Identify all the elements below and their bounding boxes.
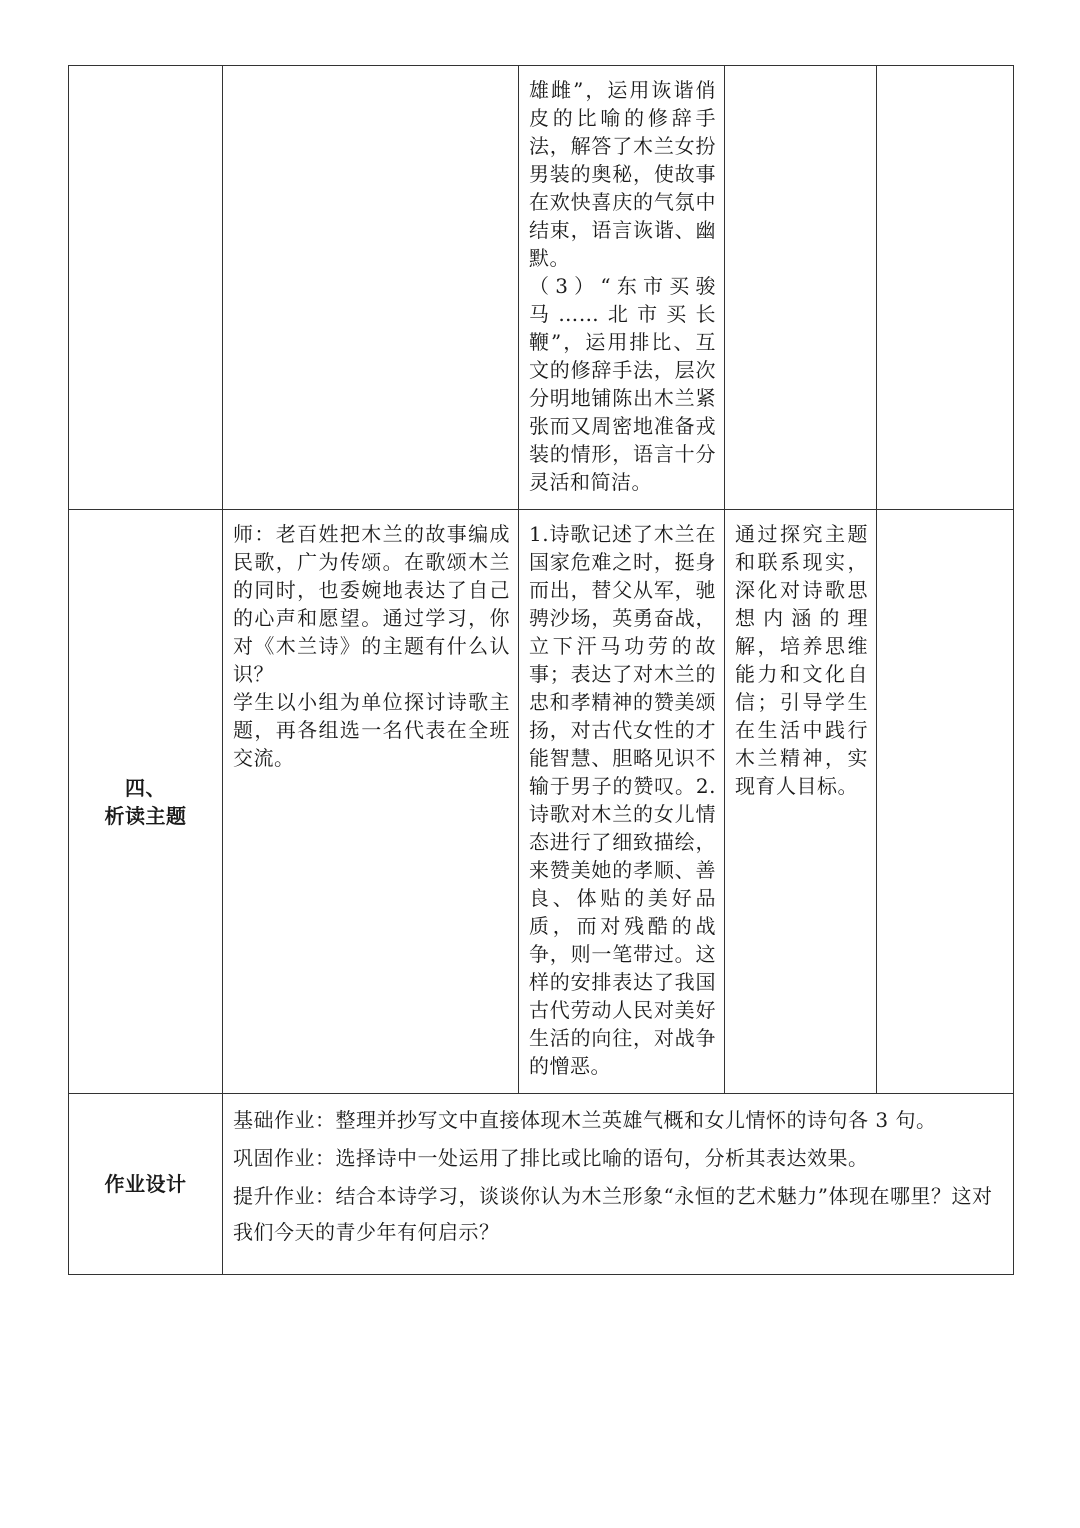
notes-cell-empty <box>877 510 1014 1094</box>
homework-basic: 基础作业：整理并抄写文中直接体现木兰英雄气概和女儿情怀的诗句各 3 句。 <box>233 1108 937 1132</box>
stage-cell-empty <box>69 66 223 510</box>
stage-title: 析读主题 <box>104 803 187 828</box>
answer-text: 1.诗歌记述了木兰在国家危难之时，挺身而出，替父从军，驰骋沙场，英勇奋战，立下汗马功劳的故事；表达了对木兰的忠和孝精神的赞美颂扬，对古代女性的才能智慧、胆略见识不输于男子的赞叹。2.诗歌对木兰的女儿情态进行了细致描绘，来赞美她的孝顺、善良、体贴的美好品质，而对残酷的战争，则一笔带过。这样的安排表达了我国古代劳动人民对美好生活的向往，对战争的憎恶。 <box>529 522 716 1078</box>
activity-text: 师：老百姓把木兰的故事编成民歌，广为传颂。在歌颂木兰的同时，也委婉地表达了自己的心声和愿望。通过学习，你对《木兰诗》的主题有什么认识？ 学生以小组为单位探讨诗歌主题，再各组选一名代表在全班交流。 <box>233 522 510 770</box>
activity-cell <box>223 510 519 1094</box>
table-row-homework <box>69 1094 1014 1275</box>
rhetoric-cell <box>519 66 725 510</box>
homework-title: 作业设计 <box>104 1172 187 1196</box>
activity-cell-empty <box>223 66 519 510</box>
homework-list <box>223 1094 1013 1260</box>
stage-cell-homework <box>69 1094 223 1275</box>
homework-consolidate: 巩固作业：选择诗中一处运用了排比或比喻的语句，分析其表达效果。 <box>233 1146 869 1170</box>
table-row-continued <box>69 66 1014 510</box>
notes-cell-empty <box>877 66 1014 510</box>
stage-cell-theme <box>69 510 223 1094</box>
intent-cell-empty <box>725 66 877 510</box>
answer-cell <box>519 510 725 1094</box>
intent-text: 通过探究主题和联系现实，深化对诗歌思想内涵的理解，培养思维能力和文化自信；引导学生在生活中践行木兰精神，实现育人目标。 <box>735 522 868 798</box>
lesson-plan-table <box>68 65 1014 1275</box>
rhetoric-text: 雄雌”，运用诙谐俏皮的比喻的修辞手法，解答了木兰女扮男装的奥秘，使故事在欢快喜庆的气氛中结束，语言诙谐、幽默。 （3）“东市买骏马……北市买长鞭”，运用排比、互文的修辞手法，层次分明地铺陈出木兰紧张而又周密地准备戎装的情形，语言十分灵活和简洁。 <box>529 78 716 494</box>
homework-advanced: 提升作业：结合本诗学习，谈谈你认为木兰形象“永恒的艺术魅力”体现在哪里？这对我们今天的青少年有何启示？ <box>233 1184 993 1244</box>
table-row-theme <box>69 510 1014 1094</box>
stage-number: 四、 <box>125 775 166 800</box>
homework-cell <box>223 1094 1014 1275</box>
intent-cell <box>725 510 877 1094</box>
